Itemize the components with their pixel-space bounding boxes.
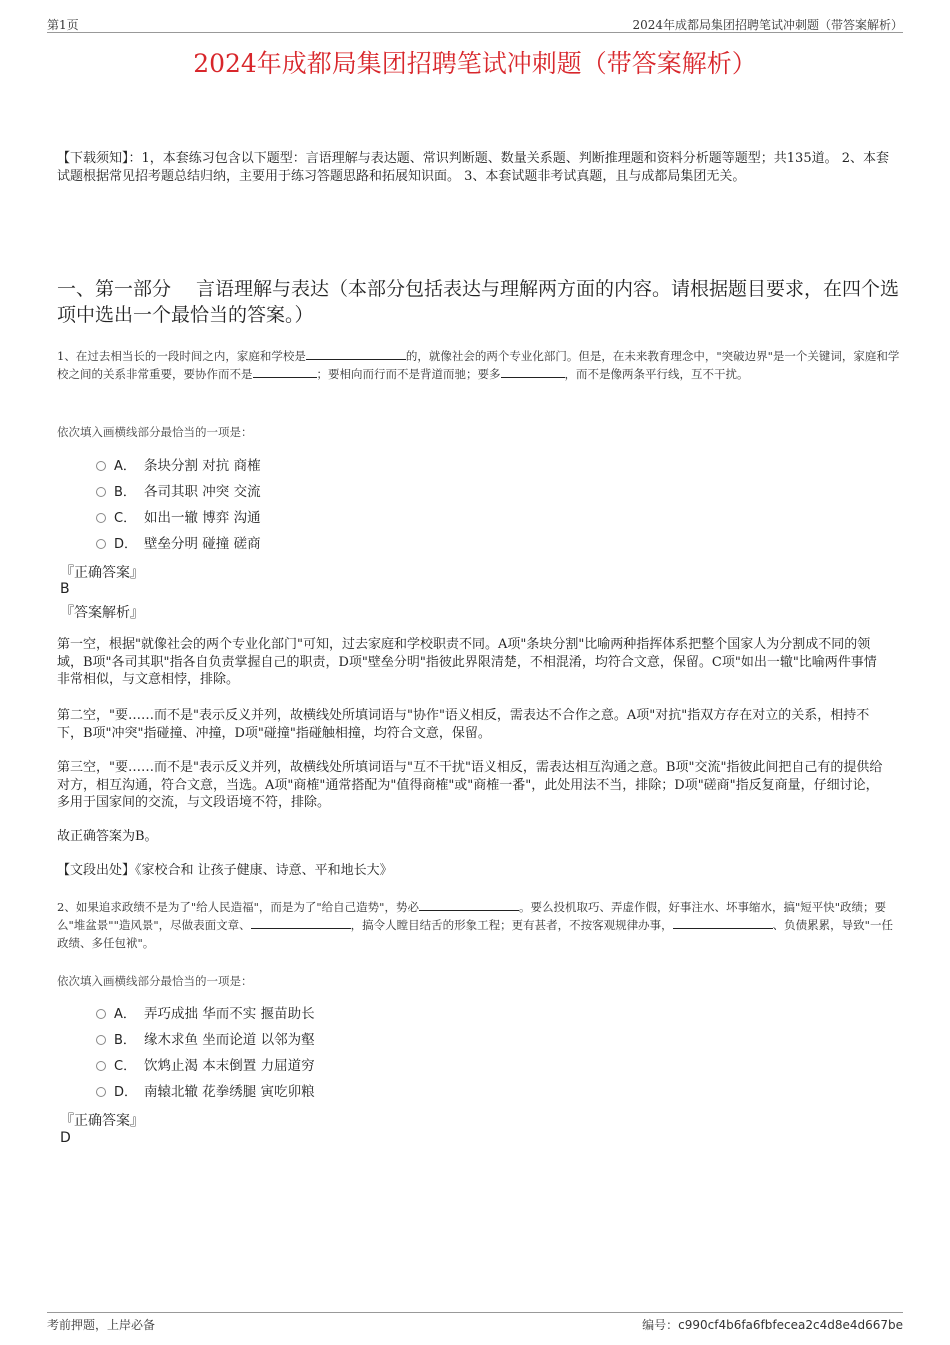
radio-icon[interactable] — [96, 1009, 106, 1019]
q1-analysis-1: 第一空，根据"就像社会的两个专业化部门"可知，过去家庭和学校职责不同。A项"条块分割"比喻两种指挥体系把整个国家人为分割成不同的领域，B项"各司其职"指各自负责掌握自己的职责，D项"壁垒分明"指彼此界限清楚，不相混淆，均符合文意，保留。C项"如出一辙"比喻两件事情非常相似，与文意相悖，排除。 — [57, 637, 877, 687]
q1-source: 【文段出处】《家校合和 让孩子健康、诗意、平和地长大》 — [57, 863, 393, 878]
radio-icon[interactable] — [96, 1035, 106, 1045]
q1-option-c[interactable]: C． 如出一辙 博弈 沟通 — [96, 508, 261, 528]
q2-text-2: 。要么投机取巧、弄虚作假，好事注水、坏事缩水，搞"短平快"政绩；要么"堆盆景""造风景"，尽做表面文章、 — [57, 900, 887, 932]
blank-line — [419, 898, 519, 911]
q1-text-1: 1、在过去相当长的一段时间之内，家庭和学校是 — [57, 349, 306, 363]
q1-option-a[interactable]: A． 条块分割 对抗 商榷 — [96, 456, 261, 476]
q1-answer: B — [60, 581, 70, 597]
footer-slogan: 考前押题，上岸必备 — [47, 1318, 156, 1332]
q2-text-4: 、负债累累，导致"一任政绩、多任包袱"。 — [57, 918, 893, 950]
document-title: 2024年成都局集团招聘笔试冲刺题（带答案解析） — [193, 49, 757, 78]
blank-line — [673, 916, 773, 929]
q2-prompt: 依次填入画横线部分最恰当的一项是： — [57, 974, 253, 988]
radio-icon[interactable] — [96, 539, 106, 549]
blank-line — [251, 916, 351, 929]
question-2-stem — [57, 898, 900, 952]
section-heading: 一、第一部分 言语理解与表达（本部分包括表达与理解两方面的内容。请根据题目要求，在四个选项中选出一个最恰当的答案。） — [57, 278, 900, 326]
blank-line — [306, 347, 406, 360]
q2-text-1: 2、如果追求政绩不是为了"给人民造福"，而是为了"给自己造势"，势必 — [57, 900, 419, 914]
q1-option-d[interactable]: D． 壁垒分明 碰撞 磋商 — [96, 534, 261, 554]
q1-option-b[interactable]: B． 各司其职 冲突 交流 — [96, 482, 261, 502]
header-doc-title: 2024年成都局集团招聘笔试冲刺题（带答案解析） — [632, 18, 903, 32]
radio-icon[interactable] — [96, 1087, 106, 1097]
page-number: 第1页 — [47, 18, 79, 32]
page-footer — [47, 1312, 903, 1333]
radio-icon[interactable] — [96, 487, 106, 497]
radio-icon[interactable] — [96, 461, 106, 471]
q1-text-3: ；要相向而行而不是背道而驰；要多 — [316, 367, 501, 381]
radio-icon[interactable] — [96, 513, 106, 523]
radio-icon[interactable] — [96, 1061, 106, 1071]
blank-line — [253, 365, 317, 378]
download-notice: 【下载须知】：1，本套练习包含以下题型：言语理解与表达题、常识判断题、数量关系题、判断推理题和资料分析题等题型；共135道。 2、本套试题根据常见招考题总结归纳，主要用于练习答题思路和拓展知识面。 3、本套试题非考试真题，且与成都局集团无关。 — [57, 151, 889, 184]
q1-prompt: 依次填入画横线部分最恰当的一项是： — [57, 425, 253, 439]
q2-text-3: ，搞令人瞠目结舌的形象工程；更有甚者，不按客观规律办事， — [350, 918, 673, 932]
q1-conclusion: 故正确答案为B。 — [57, 829, 158, 844]
blank-line — [501, 365, 565, 378]
q2-option-a[interactable]: A． 弄巧成拙 华而不实 揠苗助长 — [96, 1004, 315, 1024]
page-header — [47, 14, 903, 33]
q1-analysis-3: 第三空，"要……而不是"表示反义并列，故横线处所填词语与"互不干扰"语义相反，需表达相互沟通之意。B项"交流"指彼此间把自己有的提供给对方，相互沟通，符合文意，当选。A项"商榷"通常搭配为"值得商榷"或"商榷一番"，此处用法不当，排除；D项"磋商"指反复商量，仔细讨论，多用于国家间的交流，与文段语境不符，排除。 — [57, 760, 883, 810]
q1-analysis-label: 『答案解析』 — [60, 605, 144, 621]
q1-text-2: 的，就像社会的两个专业化部门。但是，在未来教育理念中，"突破边界"是一个关键词，家庭和学校之间的关系非常重要，要协作而不是 — [57, 349, 900, 381]
q2-answer: D — [60, 1130, 71, 1146]
q1-correct-label: 『正确答案』 — [60, 565, 144, 581]
q1-text-4: ，而不是像两条平行线，互不干扰。 — [564, 367, 749, 381]
q2-correct-label: 『正确答案』 — [60, 1113, 144, 1129]
q1-analysis-2: 第二空，"要……而不是"表示反义并列，故横线处所填词语与"协作"语义相反，需表达不合作之意。A项"对抗"指双方存在对立的关系，相持不下，B项"冲突"指碰撞、冲撞，D项"碰撞"指碰触相撞，均符合文意，保留。 — [57, 708, 870, 741]
q2-option-c[interactable]: C． 饮鸩止渴 本末倒置 力屈道穷 — [96, 1056, 315, 1076]
question-1-stem — [57, 347, 900, 383]
q2-option-b[interactable]: B． 缘木求鱼 坐而论道 以邻为壑 — [96, 1030, 315, 1050]
footer-code: 编号：c990cf4b6fa6fbfecea2c4d8e4d667be — [642, 1318, 903, 1332]
q2-option-d[interactable]: D． 南辕北辙 花拳绣腿 寅吃卯粮 — [96, 1082, 315, 1102]
